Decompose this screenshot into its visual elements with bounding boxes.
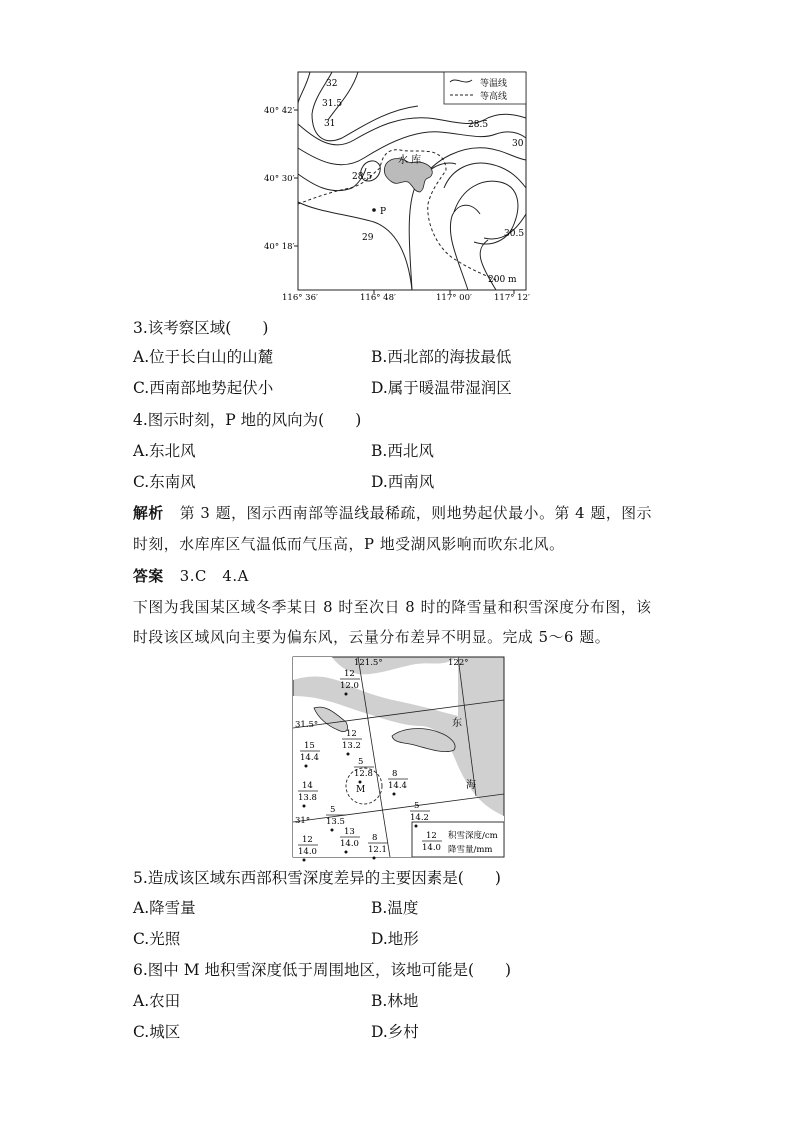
station-dot	[345, 693, 348, 696]
station-depth: 12	[346, 729, 357, 739]
m-label: M	[356, 785, 366, 795]
station-precip: 12.8	[354, 769, 373, 779]
lat-label: 31°	[295, 816, 311, 826]
legend-contour: 等高线	[480, 92, 508, 102]
station-dot	[345, 851, 348, 854]
question-6-stem: 6.图中 M 地积雪深度低于周围地区，该地可能是( )	[133, 961, 512, 979]
station-precip: 12.1	[368, 845, 387, 855]
station-precip: 14.2	[410, 813, 429, 823]
reservoir-label: 水 库	[398, 155, 422, 166]
station-depth: 15	[304, 741, 315, 751]
q3-option-c[interactable]: C.西南部地势起伏小	[133, 379, 274, 397]
answer-line	[133, 567, 249, 587]
station-depth: 5	[414, 801, 420, 811]
isotherm-label: 30	[512, 139, 524, 149]
q5-option-b[interactable]: B.温度	[371, 899, 419, 917]
q6-option-c[interactable]: C.城区	[133, 1023, 181, 1041]
legend-isotherm: 等温线	[480, 79, 508, 89]
isotherm-label: 28.5	[352, 172, 373, 182]
analysis-line-1	[133, 504, 652, 524]
station-depth: 12	[344, 669, 355, 679]
q4-option-c[interactable]: C.东南风	[133, 473, 196, 491]
station-depth: 12	[302, 835, 313, 845]
q5-option-c[interactable]: C.光照	[133, 930, 181, 948]
q6-option-d[interactable]: D.乡村	[371, 1023, 419, 1041]
answer-label: 答案	[133, 568, 164, 585]
q4-option-d[interactable]: D.西南风	[371, 473, 435, 491]
point-p-marker	[372, 208, 376, 212]
station-precip: 14.0	[298, 847, 317, 857]
station-precip: 14.4	[300, 753, 319, 763]
lon-label: 116° 48′	[360, 293, 396, 303]
station-depth: 5	[358, 757, 364, 767]
station-dot	[303, 859, 306, 862]
lat-label: 31.5°	[295, 720, 319, 730]
lon-label: 117° 00′	[436, 293, 472, 303]
station-dot	[347, 753, 350, 756]
lon-label: 116° 36′	[282, 293, 318, 303]
lat-label: 40° 30′	[264, 174, 295, 184]
isotherm-label: 30.5	[504, 229, 525, 239]
q6-option-a[interactable]: A.农田	[133, 992, 181, 1010]
station-precip: 13.5	[326, 817, 345, 827]
station-precip: 13.8	[298, 793, 317, 803]
lat-label: 40° 42′	[264, 106, 295, 116]
snowfall-map	[292, 656, 506, 859]
contour-label: 200 m	[488, 275, 517, 285]
lon-label: 117° 12′	[494, 293, 530, 303]
analysis-text-1: 第 3 题，图示西南部等温线最稀疏，则地势起伏最小。第 4 题，图示	[179, 505, 653, 522]
q5-option-a[interactable]: A.降雪量	[133, 899, 196, 917]
station-dot	[331, 829, 334, 832]
question-5-stem: 5.造成该区域东西部积雪深度差异的主要因素是( )	[133, 869, 501, 887]
isotherm-label: 31	[324, 119, 336, 129]
q3-option-b[interactable]: B.西北部的海拔最低	[371, 348, 512, 366]
intro-line-1: 下图为我国某区域冬季某日 8 时至次日 8 时的降雪量和积雪深度分布图，该	[133, 599, 652, 616]
station-dot	[373, 857, 376, 860]
isotherm-label: 32	[326, 79, 338, 89]
isotherm-label: 31.5	[322, 99, 343, 109]
lon-label: 122°	[448, 658, 469, 668]
isotherm-map	[264, 64, 538, 304]
question-3-stem: 3.该考察区域( )	[133, 319, 269, 337]
station-precip: 13.2	[342, 741, 361, 751]
legend-precip-value: 14.0	[422, 843, 441, 853]
analysis-label: 解析	[133, 505, 164, 522]
q4-option-a[interactable]: A.东北风	[133, 442, 196, 460]
station-dot	[393, 793, 396, 796]
q3-option-a[interactable]: A.位于长白山的山麓	[133, 348, 274, 366]
q5-option-d[interactable]: D.地形	[371, 930, 419, 948]
analysis-line-2: 时刻，水库库区气温低而气压高，P 地受湖风影响而吹东北风。	[133, 536, 565, 553]
station-dot	[415, 825, 418, 828]
station-dot	[305, 765, 308, 768]
station-depth: 13	[344, 827, 355, 837]
sea-label-east: 东	[452, 718, 462, 729]
lat-label: 40° 18′	[264, 242, 295, 252]
isotherm-label: 29	[362, 233, 374, 243]
station-dot	[359, 781, 362, 784]
legend-depth-label: 积雪深度/cm	[448, 831, 498, 841]
intro-line-2: 时段该区域风向主要为偏东风，云量分布差异不明显。完成 5～6 题。	[133, 629, 611, 646]
station-depth: 8	[372, 833, 378, 843]
legend-depth-value: 12	[426, 831, 437, 841]
point-p-label: P	[380, 207, 387, 217]
isotherm-label: 28.5	[468, 120, 489, 130]
station-dot	[303, 805, 306, 808]
legend-precip-label: 降雪量/mm	[448, 845, 493, 855]
q6-option-b[interactable]: B.林地	[371, 992, 419, 1010]
station-depth: 14	[302, 781, 313, 791]
station-precip: 14.0	[340, 839, 359, 849]
station-precip: 14.4	[388, 781, 407, 791]
sea-label-sea: 海	[466, 780, 476, 791]
station-depth: 5	[330, 805, 336, 815]
answer-text: 3.C 4.A	[179, 568, 249, 585]
q3-option-d[interactable]: D.属于暖温带湿润区	[371, 379, 512, 397]
question-4-stem: 4.图示时刻，P 地的风向为( )	[133, 411, 362, 429]
lon-label: 121.5°	[354, 658, 383, 668]
station-precip: 12.0	[340, 681, 359, 691]
q4-option-b[interactable]: B.西北风	[371, 442, 434, 460]
station-depth: 8	[392, 769, 398, 779]
